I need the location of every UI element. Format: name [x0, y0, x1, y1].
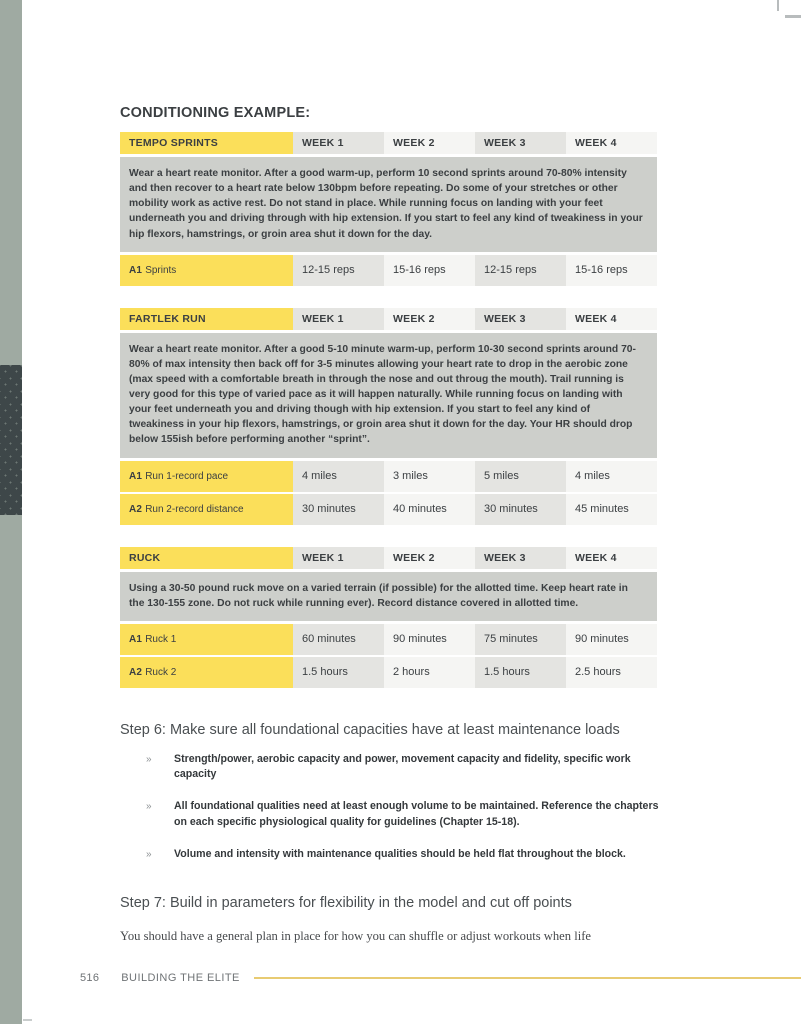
table-row [120, 461, 657, 492]
week-header-cell: WEEK 3 [475, 132, 566, 154]
week-value-cell: 30 minutes [293, 494, 384, 525]
exercise-code: A1 [129, 470, 143, 482]
page-edge-chapter-marker [0, 365, 22, 515]
table-description-row [120, 333, 657, 458]
week-header-cell: WEEK 2 [384, 547, 475, 569]
week-header-cell: WEEK 3 [475, 308, 566, 330]
page-content [120, 0, 680, 958]
exercise-name-cell [120, 461, 293, 492]
week-header-cell: WEEK 1 [293, 547, 384, 569]
exercise-label: Ruck 1 [145, 633, 177, 645]
week-header-cell: WEEK 4 [566, 132, 657, 154]
week-value-cell: 2 hours [384, 657, 475, 688]
workout-name-cell: FARTLEK RUN [120, 308, 293, 330]
week-value-cell: 90 minutes [566, 624, 657, 655]
exercise-name-cell [120, 255, 293, 286]
workout-table-ruck [120, 547, 657, 688]
exercise-code: A2 [129, 666, 143, 678]
week-value-cell: 5 miles [475, 461, 566, 492]
footer-page-number: 516 [80, 972, 100, 984]
workout-description: Wear a heart reate monitor. After a good warm-up, perform 10 second sprints around 70-80% intensity and then recover to a heart rate below 130bpm before repeating. Do some of your stretches or other mobility work as active rest. Do not stand in place. While running focus on landing with your feet underneath you and driving through with hip extension. If you start to feel any kind of tweakiness in your hip flexors, hamstrings, or groin area shut it down for the day. [120, 157, 657, 252]
step-7-heading: Step 7: Build in parameters for flexibility in the model and cut off points [120, 894, 572, 911]
week-value-cell: 1.5 hours [293, 657, 384, 688]
table-header-row [120, 547, 657, 569]
week-value-cell: 75 minutes [475, 624, 566, 655]
exercise-label: Run 1-record pace [145, 470, 229, 482]
week-value-cell: 60 minutes [293, 624, 384, 655]
table-row [120, 494, 657, 525]
table-header-row [120, 132, 657, 154]
week-value-cell: 4 miles [293, 461, 384, 492]
list-item [120, 752, 680, 783]
page-edge-bar [0, 0, 22, 1024]
week-value-cell: 1.5 hours [475, 657, 566, 688]
week-value-cell: 12-15 reps [475, 255, 566, 286]
workout-table-fartlek-run [120, 308, 657, 525]
week-header-cell: WEEK 4 [566, 547, 657, 569]
week-value-cell: 4 miles [566, 461, 657, 492]
table-row [120, 657, 657, 688]
exercise-label: Sprints [145, 264, 177, 276]
exercise-code: A1 [129, 633, 143, 645]
exercise-code: A1 [129, 264, 143, 276]
crop-mark-vertical-icon [777, 0, 779, 11]
week-value-cell: 15-16 reps [384, 255, 475, 286]
week-header-cell: WEEK 1 [293, 308, 384, 330]
footer-rule [254, 977, 801, 979]
list-item [120, 847, 680, 863]
footer-book-title: BUILDING THE ELITE [121, 972, 240, 984]
page-footer [80, 972, 801, 984]
week-value-cell: 15-16 reps [566, 255, 657, 286]
week-value-cell: 12-15 reps [293, 255, 384, 286]
table-row [120, 255, 657, 286]
chevron-double-right-icon: » [146, 849, 152, 861]
exercise-code: A2 [129, 503, 143, 515]
week-value-cell: 2.5 hours [566, 657, 657, 688]
list-item-label: Strength/power, aerobic capacity and power, movement capacity and fidelity, specific work capacity [174, 752, 631, 781]
list-item [120, 799, 680, 830]
dot-texture [0, 365, 22, 515]
exercise-label: Ruck 2 [145, 666, 177, 678]
week-header-cell: WEEK 2 [384, 132, 475, 154]
week-header-cell: WEEK 4 [566, 308, 657, 330]
list-item-label: Volume and intensity with maintenance qualities should be held flat throughout the block. [174, 848, 626, 861]
step-6-heading: Step 6: Make sure all foundational capacities have at least maintenance loads [120, 721, 620, 738]
workout-description: Using a 30-50 pound ruck move on a varied terrain (if possible) for the allotted time. Keep heart rate in the 130-155 zone. Do not ruck while running ever). Record distance covered in allotted time. [120, 572, 657, 621]
workout-table-tempo-sprints [120, 132, 657, 286]
list-item-label: All foundational qualities need at least enough volume to be maintained. Reference the chapters on each specific physiological quality for guidelines (Chapter 15-18). [174, 800, 659, 828]
exercise-label: Run 2-record distance [145, 503, 244, 515]
exercise-name-cell [120, 494, 293, 525]
exercise-name-cell [120, 657, 293, 688]
crop-mark-horizontal-icon [785, 15, 801, 18]
table-header-row [120, 308, 657, 330]
chevron-double-right-icon: » [146, 753, 152, 765]
workout-name-cell: RUCK [120, 547, 293, 569]
step-6-bullet-list [120, 752, 680, 863]
week-header-cell: WEEK 3 [475, 547, 566, 569]
week-header-cell: WEEK 1 [293, 132, 384, 154]
week-value-cell: 45 minutes [566, 494, 657, 525]
week-value-cell: 40 minutes [384, 494, 475, 525]
page-title: CONDITIONING EXAMPLE: [120, 105, 311, 121]
week-value-cell: 30 minutes [475, 494, 566, 525]
exercise-name-cell [120, 624, 293, 655]
workout-name-cell: TEMPO SPRINTS [120, 132, 293, 154]
workout-description: Wear a heart reate monitor. After a good 5-10 minute warm-up, perform 10-30 second sprints around 70-80% of max intensity then back off for 3-5 minutes allowing your heart rate to drop in the aerobic zone (max speed with a comfortable breath in through the nose and out throug the mouth). Trail running is very good for this type of varied pace as it will happen naturally. While running focus on landing with your feet underneath you and driving though with hip extension. If you start to feel any kind of tweakiness in your hip flexors, hamstrings, or groin area shut it down for the day. Your HR should drop below 155ish before performing another “sprint”. [120, 333, 657, 458]
crop-mark-bottom-icon [23, 1019, 32, 1021]
table-description-row [120, 572, 657, 621]
week-value-cell: 90 minutes [384, 624, 475, 655]
table-row [120, 624, 657, 655]
table-description-row [120, 157, 657, 252]
step-7-paragraph: You should have a general plan in place for how you can shuffle or adjust workouts when life [120, 928, 591, 943]
week-value-cell: 3 miles [384, 461, 475, 492]
chevron-double-right-icon: » [146, 801, 152, 813]
week-header-cell: WEEK 2 [384, 308, 475, 330]
